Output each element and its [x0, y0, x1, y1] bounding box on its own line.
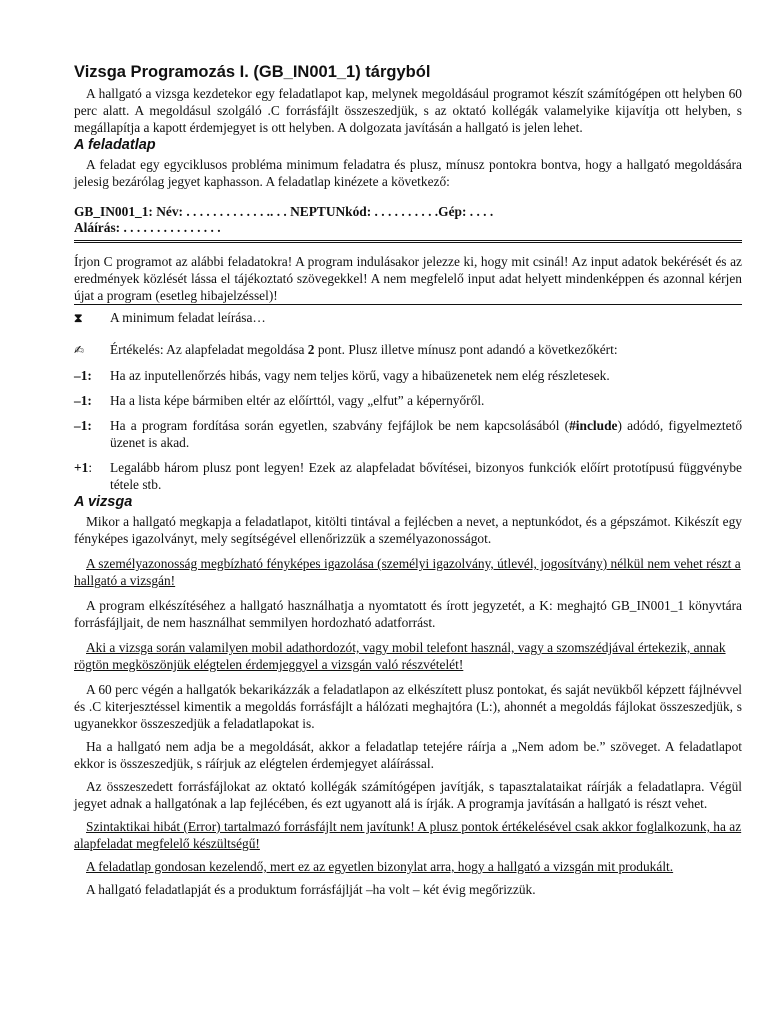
rule-text-pre: Ha a program fordítása során egyetlen, szabvány fejfájlok be nem kapcsolásából ( [110, 418, 570, 433]
evaluation-points: 2 [307, 342, 315, 357]
vizsga-paragraph: A 60 perc végén a hallgatók bekarikázzák a feladatlapon az elkészített plusz pontokat, és saját nevükből képzett fájlnévvel és .C kiterjesztéssel kimentik a megoldás forrásfájlt a hálózati meghajtóra (L:), ahonnét a megoldás fájlokat összeszedjük, s ugyanekkor összeszedjük a feladatlapokat is. [74, 682, 742, 731]
warning-text: A feladatlap gondosan kezelendő, mert ez az egyetlen bizonylat arra, hogy a hallgató a vizsgán mit produkált. [86, 859, 674, 874]
rule-text-post: ) adódó, figyelmeztető üzenet is akad. [110, 418, 743, 450]
rule-row [74, 459, 742, 493]
task-intro: Írjon C programot az alábbi feladatokra! A program indulásakor jelezze ki, hogy mit csinál! Az input adatok bekérését és az eredmények közlését lássa el tájékoztató szövegekkel! A nem megfelelő input adat helyett mindenképpen és azonnal kérjen újat a program (esetleg hibajelzéssel)! [74, 254, 742, 303]
include-directive: #include [569, 418, 618, 433]
writing-hand-icon: ✍ [74, 343, 85, 357]
worksheet-header-line1: GB_IN001_1: Név: . . . . . . . . . . . . .. . . NEPTUNkód: . . . . . . . . . .Gép: . . . . [74, 204, 494, 219]
feladatlap-paragraph: A feladat egy egyciklusos probléma minimum feladatra és plusz, mínusz pontokra bontva, hogy a hallgató megoldására jelesig bezárólag jegyet kaphasson. A feladatlap kinézete a következő: [74, 157, 742, 189]
min-task-row [74, 309, 742, 327]
section-title-vizsga: A vizsga [74, 494, 133, 510]
double-rule [74, 240, 742, 243]
warning-paragraph [74, 818, 742, 852]
rule-key [74, 459, 110, 476]
warning-text: Szintaktikai hibát (Error) tartalmazó forrásfájlt nem javítunk! A plusz pontok értékelésével csak akkor foglalkozunk, ha az alapfeladat megfelelő készültségű! [74, 819, 742, 851]
rule-text: Legalább három plusz pont legyen! Ezek az alapfeladat bővítései, bizonyos funkciók előírt prototípusú függvénybe tétele stb. [110, 460, 742, 492]
rule-key: –1: [74, 368, 92, 383]
vizsga-paragraph: A hallgató feladatlapját és a produktum forrásfájlját –ha volt – két évig megőrizzük. [86, 882, 536, 897]
worksheet-header [74, 204, 742, 243]
min-task-text: A minimum feladat leírása… [110, 310, 266, 325]
vizsga-paragraph: Ha a hallgató nem adja be a megoldását, akkor a feladatlap tetejére ráírja a „Nem adom be.” szöveget. A feladatlapot ekkor is összeszedjük, s ráírjuk az elégtelen érdemjegyet aláírással. [74, 739, 742, 771]
rule-row [74, 392, 742, 409]
warning-paragraph [74, 555, 742, 589]
rule-key-plus: +1 [74, 460, 89, 475]
warning-text: A személyazonosság megbízható fényképes igazolása (személyi igazolvány, útlevél, jogosítvány) nélkül nem vehet részt a hallgató a vizsgán! [74, 556, 741, 588]
vizsga-paragraph: Mikor a hallgató megkapja a feladatlapot, kitölti tintával a fejlécben a nevet, a neptunkódot, és a gépszámot. Kikészít egy fényképes igazolványt, mely segítségével ellenőrizzük a személyazonosságot. [74, 514, 742, 546]
vizsga-paragraph: Az összeszedett forrásfájlokat az oktató kollégák számítógépen javítják, s tapasztalataikat ráírják a feladatlapra. Végül jegyet adnak a hallgatónak a lap fejlécében, és ezt ugyanott alá is írják. A programja javításán a hallgató is részt vehet. [74, 779, 742, 811]
rule-row [74, 417, 742, 451]
rule-text [110, 417, 742, 451]
rule-key: –1: [74, 393, 92, 408]
vizsga-paragraph: A program elkészítéséhez a hallgató használhatja a nyomtatott és írott jegyzetét, a K: meghajtó GB_IN001_1 könyvtára forrásfájljait, de nem használhat semmilyen hordozható adatforrást. [74, 598, 742, 630]
warning-paragraph [74, 639, 742, 673]
evaluation-text [110, 341, 742, 358]
intro-paragraph: A hallgató a vizsga kezdetekor egy feladatlapot kap, melynek megoldásául programot készít számítógépen ott helyben 60 perc alatt. A megoldásul szolgáló .C forrásfájlt összeszedjük, s az oktató kollégák valamelyike kijavítja ott helyben, s megállapítja a kapott érdemjegyet is ott helyben. A dolgozata javításán a hallgató is jelen lehet. [74, 86, 742, 135]
rule-key: –1: [74, 418, 92, 433]
rule-text: Ha a lista képe bármiben eltér az előírttól, vagy „elfut” a képernyőről. [110, 393, 485, 408]
rule-key-colon: : [88, 460, 93, 475]
worksheet-header-line2: Aláírás: . . . . . . . . . . . . . . . [74, 220, 221, 235]
warning-paragraph [74, 858, 742, 875]
document-page [74, 62, 742, 898]
warning-text: Aki a vizsga során valamilyen mobil adathordozót, vagy mobil telefont használ, vagy a szomszédjával értekezik, annak rögtön megköszönjük elégtelen érdemjeggyel a vizsgán való részvételét! [74, 640, 726, 672]
page-title: Vizsga Programozás I. (GB_IN001_1) tárgyból [74, 63, 431, 81]
rule-row [74, 367, 742, 384]
evaluation-pre: Értékelés: Az alapfeladat megoldása [110, 342, 308, 357]
section-title-feladatlap: A feladatlap [74, 137, 156, 153]
rule-text: Ha az inputellenőrzés hibás, vagy nem teljes körű, vagy a hibaüzenetek nem elég részletesek. [110, 368, 610, 383]
evaluation-row [74, 341, 742, 359]
hourglass-icon: ⧗ [74, 311, 83, 325]
evaluation-post: pont. Plusz illetve mínusz pont adandó a következőkért: [314, 342, 618, 357]
